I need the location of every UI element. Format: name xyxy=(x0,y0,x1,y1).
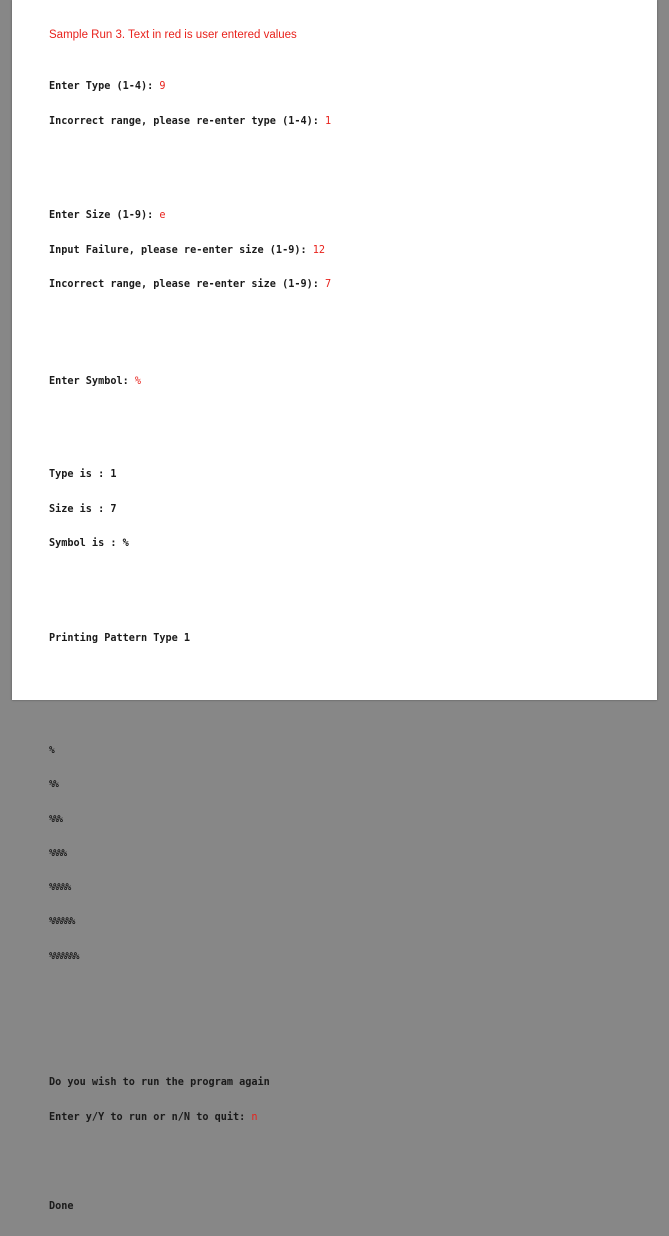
document-page xyxy=(12,0,657,1213)
size-prompt: Enter Size (1-9): xyxy=(49,210,160,221)
pattern-row: %% xyxy=(49,779,58,791)
size-prompt-line xyxy=(49,210,639,222)
size-retry-1-prompt: Input Failure, please re-enter size (1-9): xyxy=(49,244,313,256)
pattern-row: %%%%%% xyxy=(49,916,74,928)
quit-prompt: Enter y/Y to run or n/N to quit: xyxy=(49,1111,252,1123)
pattern-row: %%%%% xyxy=(49,882,70,894)
summary-size: Size is : 7 xyxy=(49,503,117,515)
type-prompt-line xyxy=(49,81,639,93)
type-prompt: Enter Type (1-4): xyxy=(49,81,160,92)
pattern-row: %%%%%%% xyxy=(49,950,78,962)
symbol-prompt: Enter Symbol: xyxy=(49,375,135,387)
console-output xyxy=(49,58,639,1236)
symbol-input: % xyxy=(134,375,142,387)
size-input: e xyxy=(159,210,166,221)
page-title: Sample Run 3. Text in red is user entered values xyxy=(49,29,297,41)
type-input: 9 xyxy=(159,81,166,92)
done-line: Done xyxy=(49,1201,74,1213)
symbol-prompt-line xyxy=(49,376,639,388)
size-retry-1-input: 12 xyxy=(312,244,326,256)
size-retry-1-line xyxy=(49,245,639,257)
document-content xyxy=(49,28,639,1236)
type-retry-prompt: Incorrect range, please re-enter type (1-4): xyxy=(49,115,326,127)
type-retry-input: 1 xyxy=(325,115,332,127)
size-retry-2-prompt: Incorrect range, please re-enter size (1-9): xyxy=(49,279,326,290)
pattern-heading: Printing Pattern Type 1 xyxy=(49,632,191,644)
quit-prompt-line xyxy=(49,1112,639,1124)
summary-type: Type is : 1 xyxy=(49,469,117,480)
size-retry-2-input: 7 xyxy=(325,279,332,290)
pattern-block xyxy=(49,722,639,985)
pattern-row: %%% xyxy=(49,813,62,825)
run-again-line: Do you wish to run the program again xyxy=(49,1077,270,1089)
pattern-row: % xyxy=(49,745,54,756)
pattern-row: %%%% xyxy=(49,847,66,859)
summary-symbol: Symbol is : % xyxy=(49,538,129,549)
size-retry-2-line xyxy=(49,279,639,291)
type-retry-line xyxy=(49,116,639,128)
quit-input: n xyxy=(251,1111,258,1123)
